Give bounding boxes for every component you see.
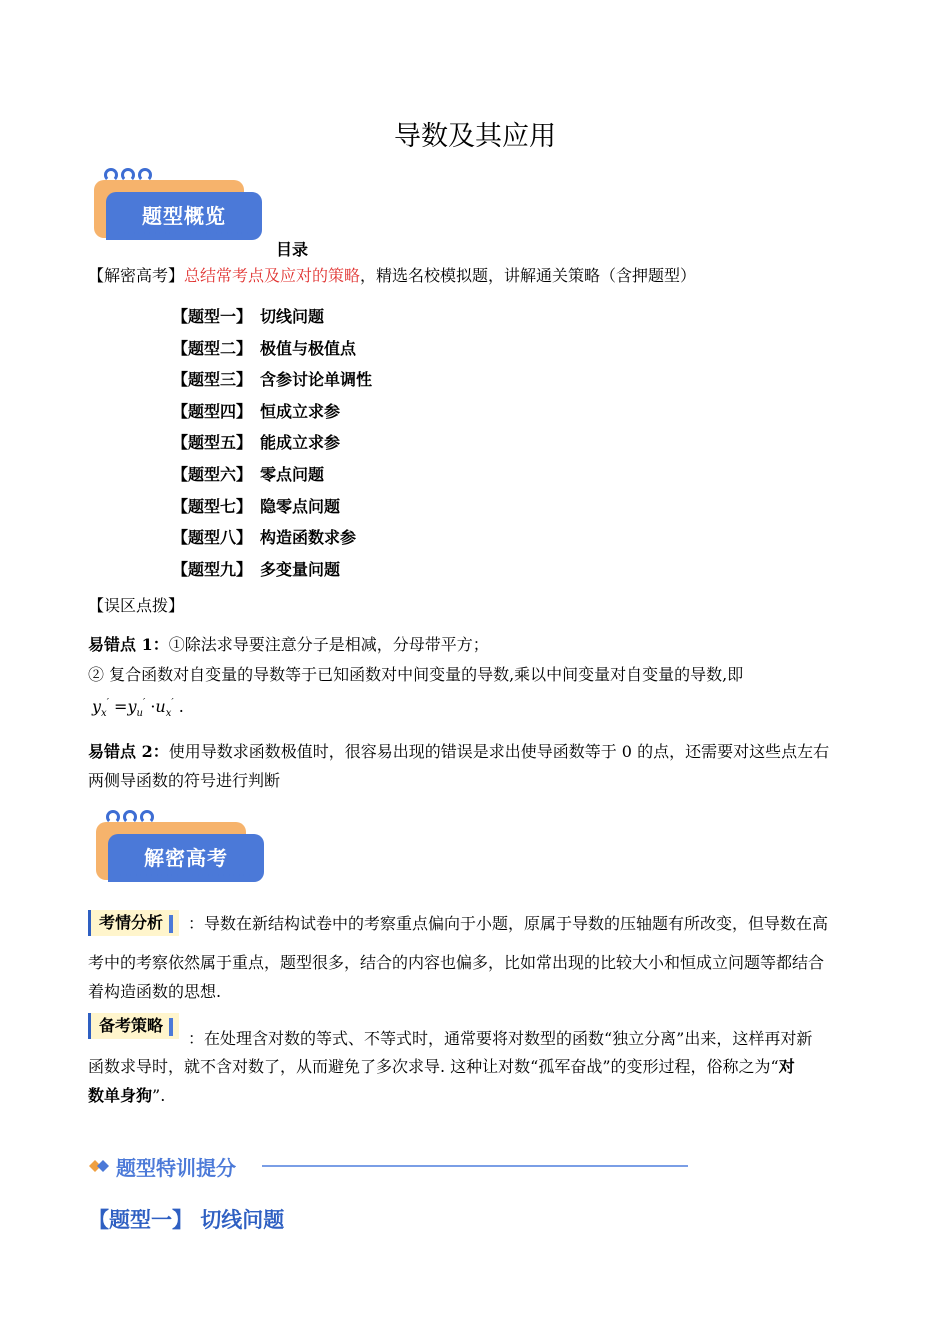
toc-intro-highlight: 总结常考点及应对的策略 [184,266,361,285]
toc-item-tag: 【题型七】 [172,497,253,516]
toc-item-tag: 【题型二】 [172,339,253,358]
formula-sub-x2: x [165,708,172,720]
toc-item-label: 含参讨论单调性 [260,370,373,389]
error-point-2-label: 易错点 2： [88,742,169,761]
toc-intro-rest: ，精选名校模拟题，讲解通关策略（含押题型） [360,266,697,285]
formula-prime: ′ [142,697,146,709]
badge-label: 题型概览 [142,204,226,228]
strategy-line3-bold: 数单身狗 [88,1086,153,1105]
strategy-line2-bold: 对 [778,1057,795,1076]
toc-item-label: 切线问题 [260,307,325,326]
strategy-tag [88,1013,179,1039]
error-point-1-line2: ② 复合函数对自变量的导数等于已知函数对中间变量的导数,乘以中间变量对自变量的导数,即 [88,665,744,684]
toc-intro-prefix: 【解密高考】 [88,266,185,285]
binder-rings-icon [104,168,152,182]
toc-item[interactable] [172,367,372,390]
tag-bar-icon [169,1018,173,1036]
toc-item[interactable] [172,557,340,580]
toc-item-tag: 【题型四】 [172,402,253,421]
strategy-tag-label: 备考策略 [99,1016,164,1035]
formula-sub-x: x [101,708,107,720]
toc-item-tag: 【题型五】 [172,433,253,452]
error-point-2-text: 使用导数求函数极值时，很容易出现的错误是求出使导函数等于 0 的点，还需要对这些点左右 [168,742,830,761]
formula-prime: ′ [171,697,174,709]
toc-item-tag: 【题型三】 [172,370,253,389]
section-heading-tag: 【题型一】 [88,1208,193,1232]
toc-item[interactable] [172,494,340,517]
error-point-1-label: 易错点 1： [88,635,169,654]
toc-item-label: 隐零点问题 [260,497,341,516]
formula-end: . [173,697,184,716]
error-point-2 [88,741,829,763]
training-rule [262,1165,688,1167]
badge-dash-line [110,874,260,876]
analysis-line3: 着构造函数的思想. [88,982,222,1001]
toc-item[interactable] [172,462,324,485]
analysis-tag-label: 考情分析 [99,913,164,932]
toc-item[interactable] [172,430,340,453]
toc-item-tag: 【题型九】 [172,560,253,579]
strategy-line2 [88,1056,795,1078]
misc-heading: 【误区点拨】 [88,596,185,615]
formula-prime: ′ [106,697,109,709]
toc-item-label: 零点问题 [260,465,325,484]
toc-item-label: 构造函数求参 [260,528,357,547]
formula-sub-u: u [136,708,143,720]
toc-heading: 目录 [276,240,309,259]
page-title: 导数及其应用 [394,121,556,152]
derivative-formula [92,697,184,719]
formula-eq: = [108,697,128,716]
formula-y2: y [127,697,137,716]
strategy-line1: ：在处理含对数的等式、不等式时，通常要将对数型的函数“独立分离”出来，这样再对新 [188,1029,813,1048]
analysis-line1: ：导数在新结构试卷中的考察重点偏向于小题，原属于导数的压轴题有所改变，但导数在高 [188,914,829,933]
toc-item-label: 恒成立求参 [260,402,341,421]
diamond-icon [88,1158,110,1174]
tag-bar-icon [169,915,173,933]
toc-item-label: 极值与极值点 [260,339,357,358]
toc-item[interactable] [172,525,356,548]
toc-item[interactable] [172,304,324,327]
analysis-line2: 考中的考察依然属于重点，题型很多，结合的内容也偏多，比如常出现的比较大小和恒成立问题等都结合 [88,953,825,972]
training-heading: 题型特训提分 [116,1156,236,1180]
error-point-2-line2: 两侧导函数的符号进行判断 [88,771,281,790]
toc-item-tag: 【题型八】 [172,528,253,547]
formula-dot: · [145,697,156,716]
error-point-1 [88,634,489,656]
section-heading-1 [88,1204,284,1234]
toc-item[interactable] [172,399,340,422]
badge-label: 解密高考 [144,846,228,870]
toc-item-tag: 【题型六】 [172,465,253,484]
strategy-line3-rest: ”. [152,1086,166,1105]
badge-dash-line [108,232,258,234]
section-badge-overview [88,168,268,248]
error-point-1-text: ①除法求导要注意分子是相减，分母带平方； [168,635,489,654]
formula-y: y [92,697,102,716]
toc-item-label: 能成立求参 [260,433,341,452]
analysis-tag [88,910,179,936]
strategy-line2-text: 函数求导时，就不含对数了，从而避免了多次求导. 这种让对数“孤军奋战”的变形过程，俗称之为“ [88,1057,779,1076]
binder-rings-icon [106,810,154,824]
toc-item-label: 多变量问题 [260,560,341,579]
section-badge-exam [90,810,270,890]
section-heading-label: 切线问题 [200,1208,285,1232]
strategy-line3 [88,1085,165,1107]
toc-item[interactable] [172,336,356,359]
toc-item-tag: 【题型一】 [172,307,253,326]
formula-u: u [155,697,166,716]
toc-intro [88,265,696,287]
